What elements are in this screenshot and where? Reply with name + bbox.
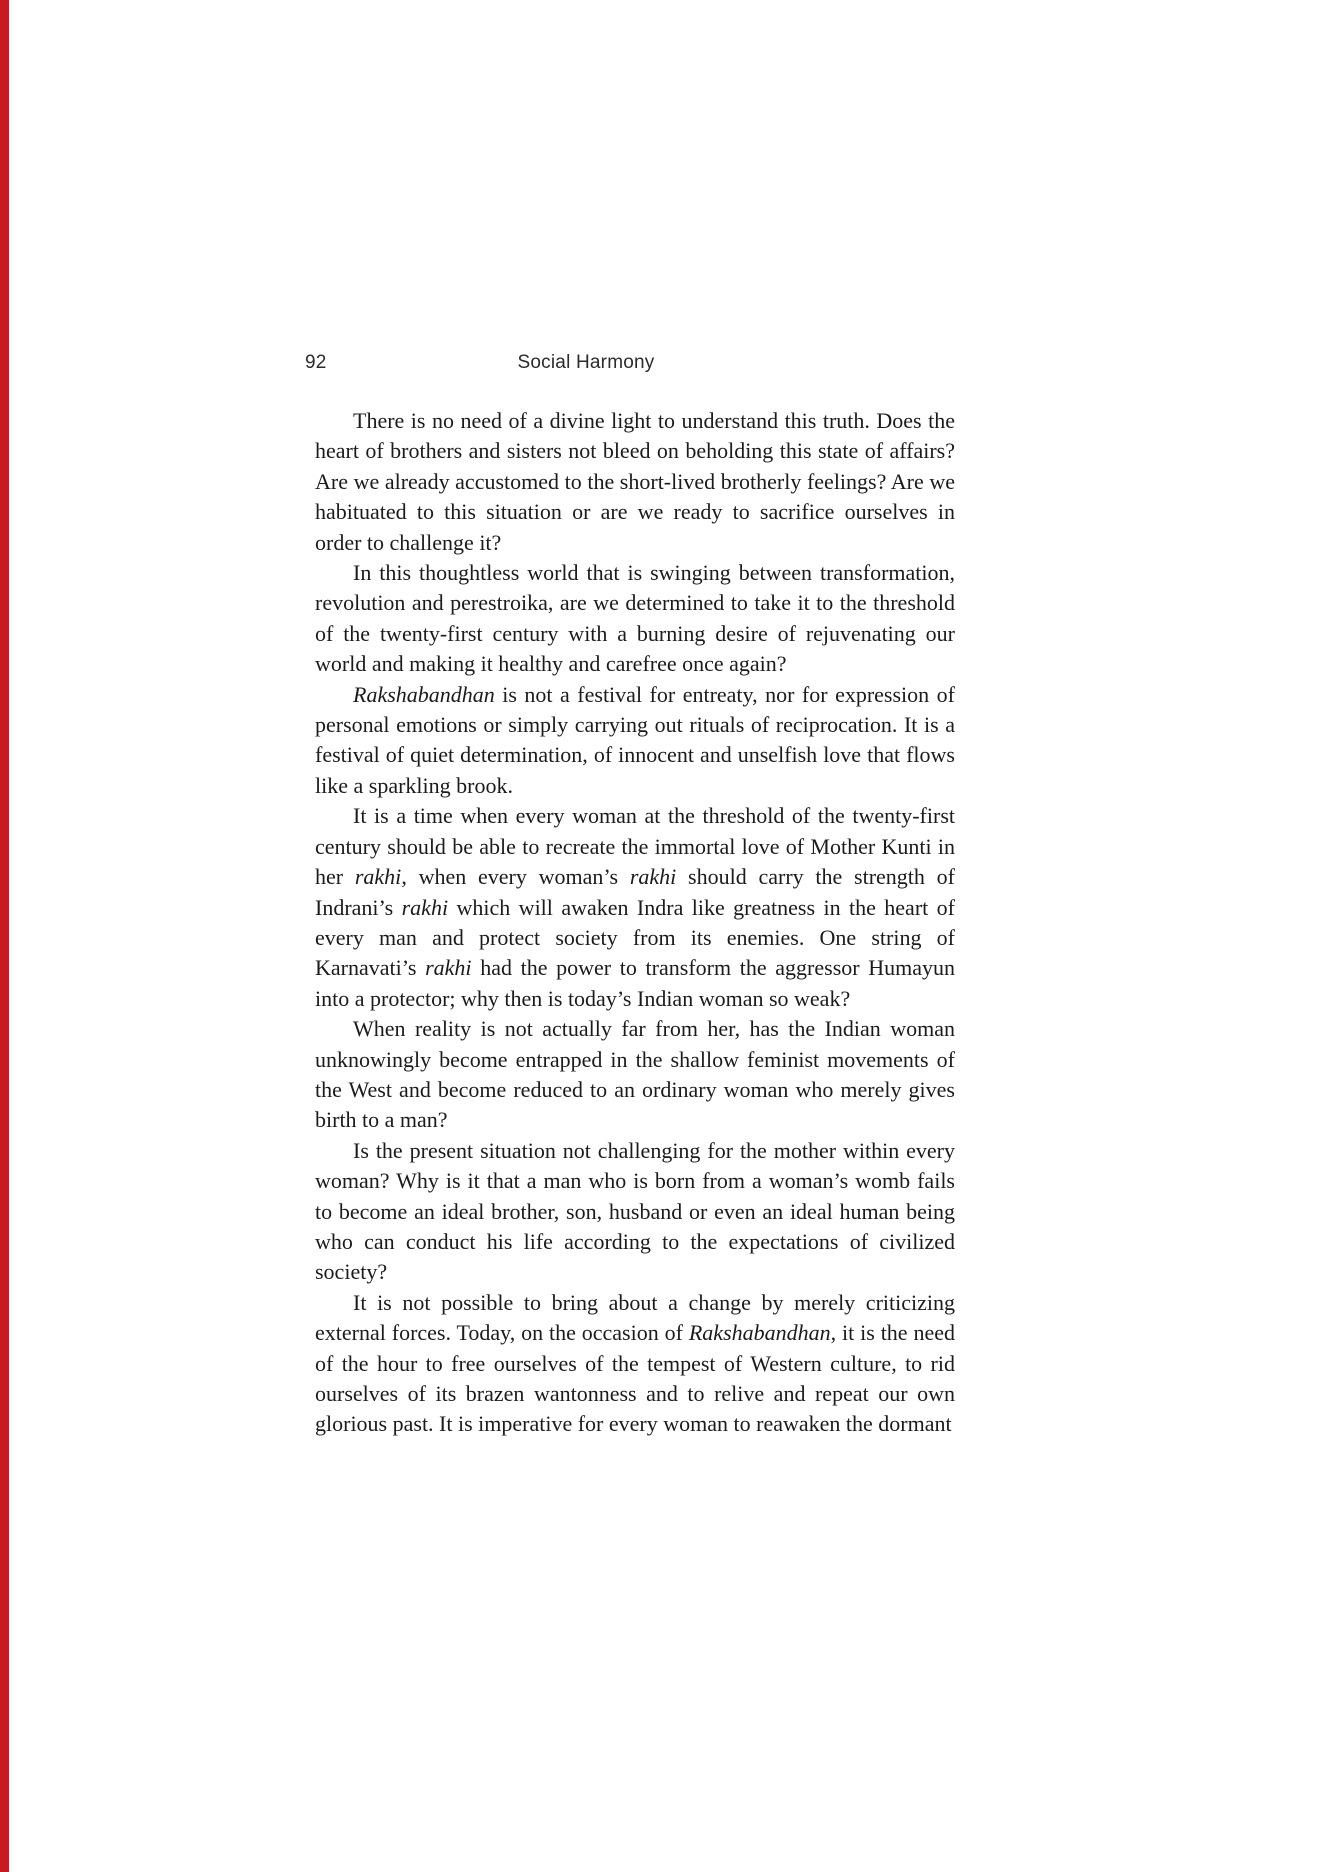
paragraph <box>315 406 955 558</box>
text-run: It is a time when every woman at the threshold of the twenty-first century should be able to recreate the immortal love of Mother Kunti in her <box>315 803 955 890</box>
text-run: Is the present situation not challenging for the mother within every woman? Why is it that a man who is born from a woman’s womb fails to become an ideal brother, son, husband or even an ideal human being who can conduct his life according to the expectations of civilized society? <box>315 1137 955 1285</box>
paragraph <box>315 680 955 802</box>
italic-term: rakhi <box>354 864 402 890</box>
text-run: When reality is not actually far from her, has the Indian woman unknowingly become entrapped in the shallow feminist movements of the West and become reduced to an ordinary woman who merely gives birth to a man? <box>315 1016 955 1133</box>
page-number: 92 <box>305 352 327 373</box>
paragraph <box>315 1136 955 1288</box>
text-run: , it is the need of the hour to free ourselves of the tempest of Western culture, to rid ourselves of its brazen wantonness and to relive and repeat our own glorious past. It is imperative for every woman to reawaken the dormant <box>315 1320 955 1437</box>
text-run: In this thoughtless world that is swinging between transformation, revolution and perestroika, are we determined to take it to the threshold of the twenty-first century with a burning desire of rejuvenating our world and making it healthy and carefree once again? <box>315 560 955 677</box>
italic-term: rakhi <box>425 955 472 981</box>
text-run: There is no need of a divine light to understand this truth. Does the heart of brothers and sisters not bleed on beholding this state of affairs? Are we already accustomed to the short-lived brotherly feelings? Are we habituated to this situation or are we ready to sacrifice ourselves in order to challenge it? <box>315 408 955 555</box>
paragraph <box>315 1014 955 1136</box>
text-run: It is not possible to bring about a change by merely criticizing external forces. Today, on the occasion of <box>315 1289 955 1346</box>
italic-term: rakhi <box>629 864 677 890</box>
paragraph <box>315 558 955 680</box>
italic-term: Rakshabandhan <box>688 1320 831 1346</box>
body-text <box>315 406 955 1440</box>
running-title: Social Harmony <box>517 352 655 373</box>
page-left-edge-stripe <box>0 0 9 1872</box>
text-run: should carry the strength of Indrani’s <box>315 864 956 920</box>
text-run: , when every woman’s <box>401 864 630 890</box>
italic-term: Rakshabandhan <box>353 681 495 707</box>
paragraph <box>315 1288 955 1440</box>
text-run: is not a festival for entreaty, nor for expression of personal emotions or simply carrying out rituals of reciprocation. It is a festival of quiet determination, of innocent and unselfish love that flows like a sparkling brook. <box>315 681 955 798</box>
text-run: which will awaken Indra like greatness in the heart of every man and protect society from its enemies. One string of Karnavati’s <box>315 894 955 981</box>
paragraph <box>315 801 955 1014</box>
running-header <box>305 352 955 380</box>
text-run: had the power to transform the aggressor Humayun into a protector; why then is today’s Indian woman so weak? <box>315 955 956 1011</box>
italic-term: rakhi <box>401 894 449 920</box>
